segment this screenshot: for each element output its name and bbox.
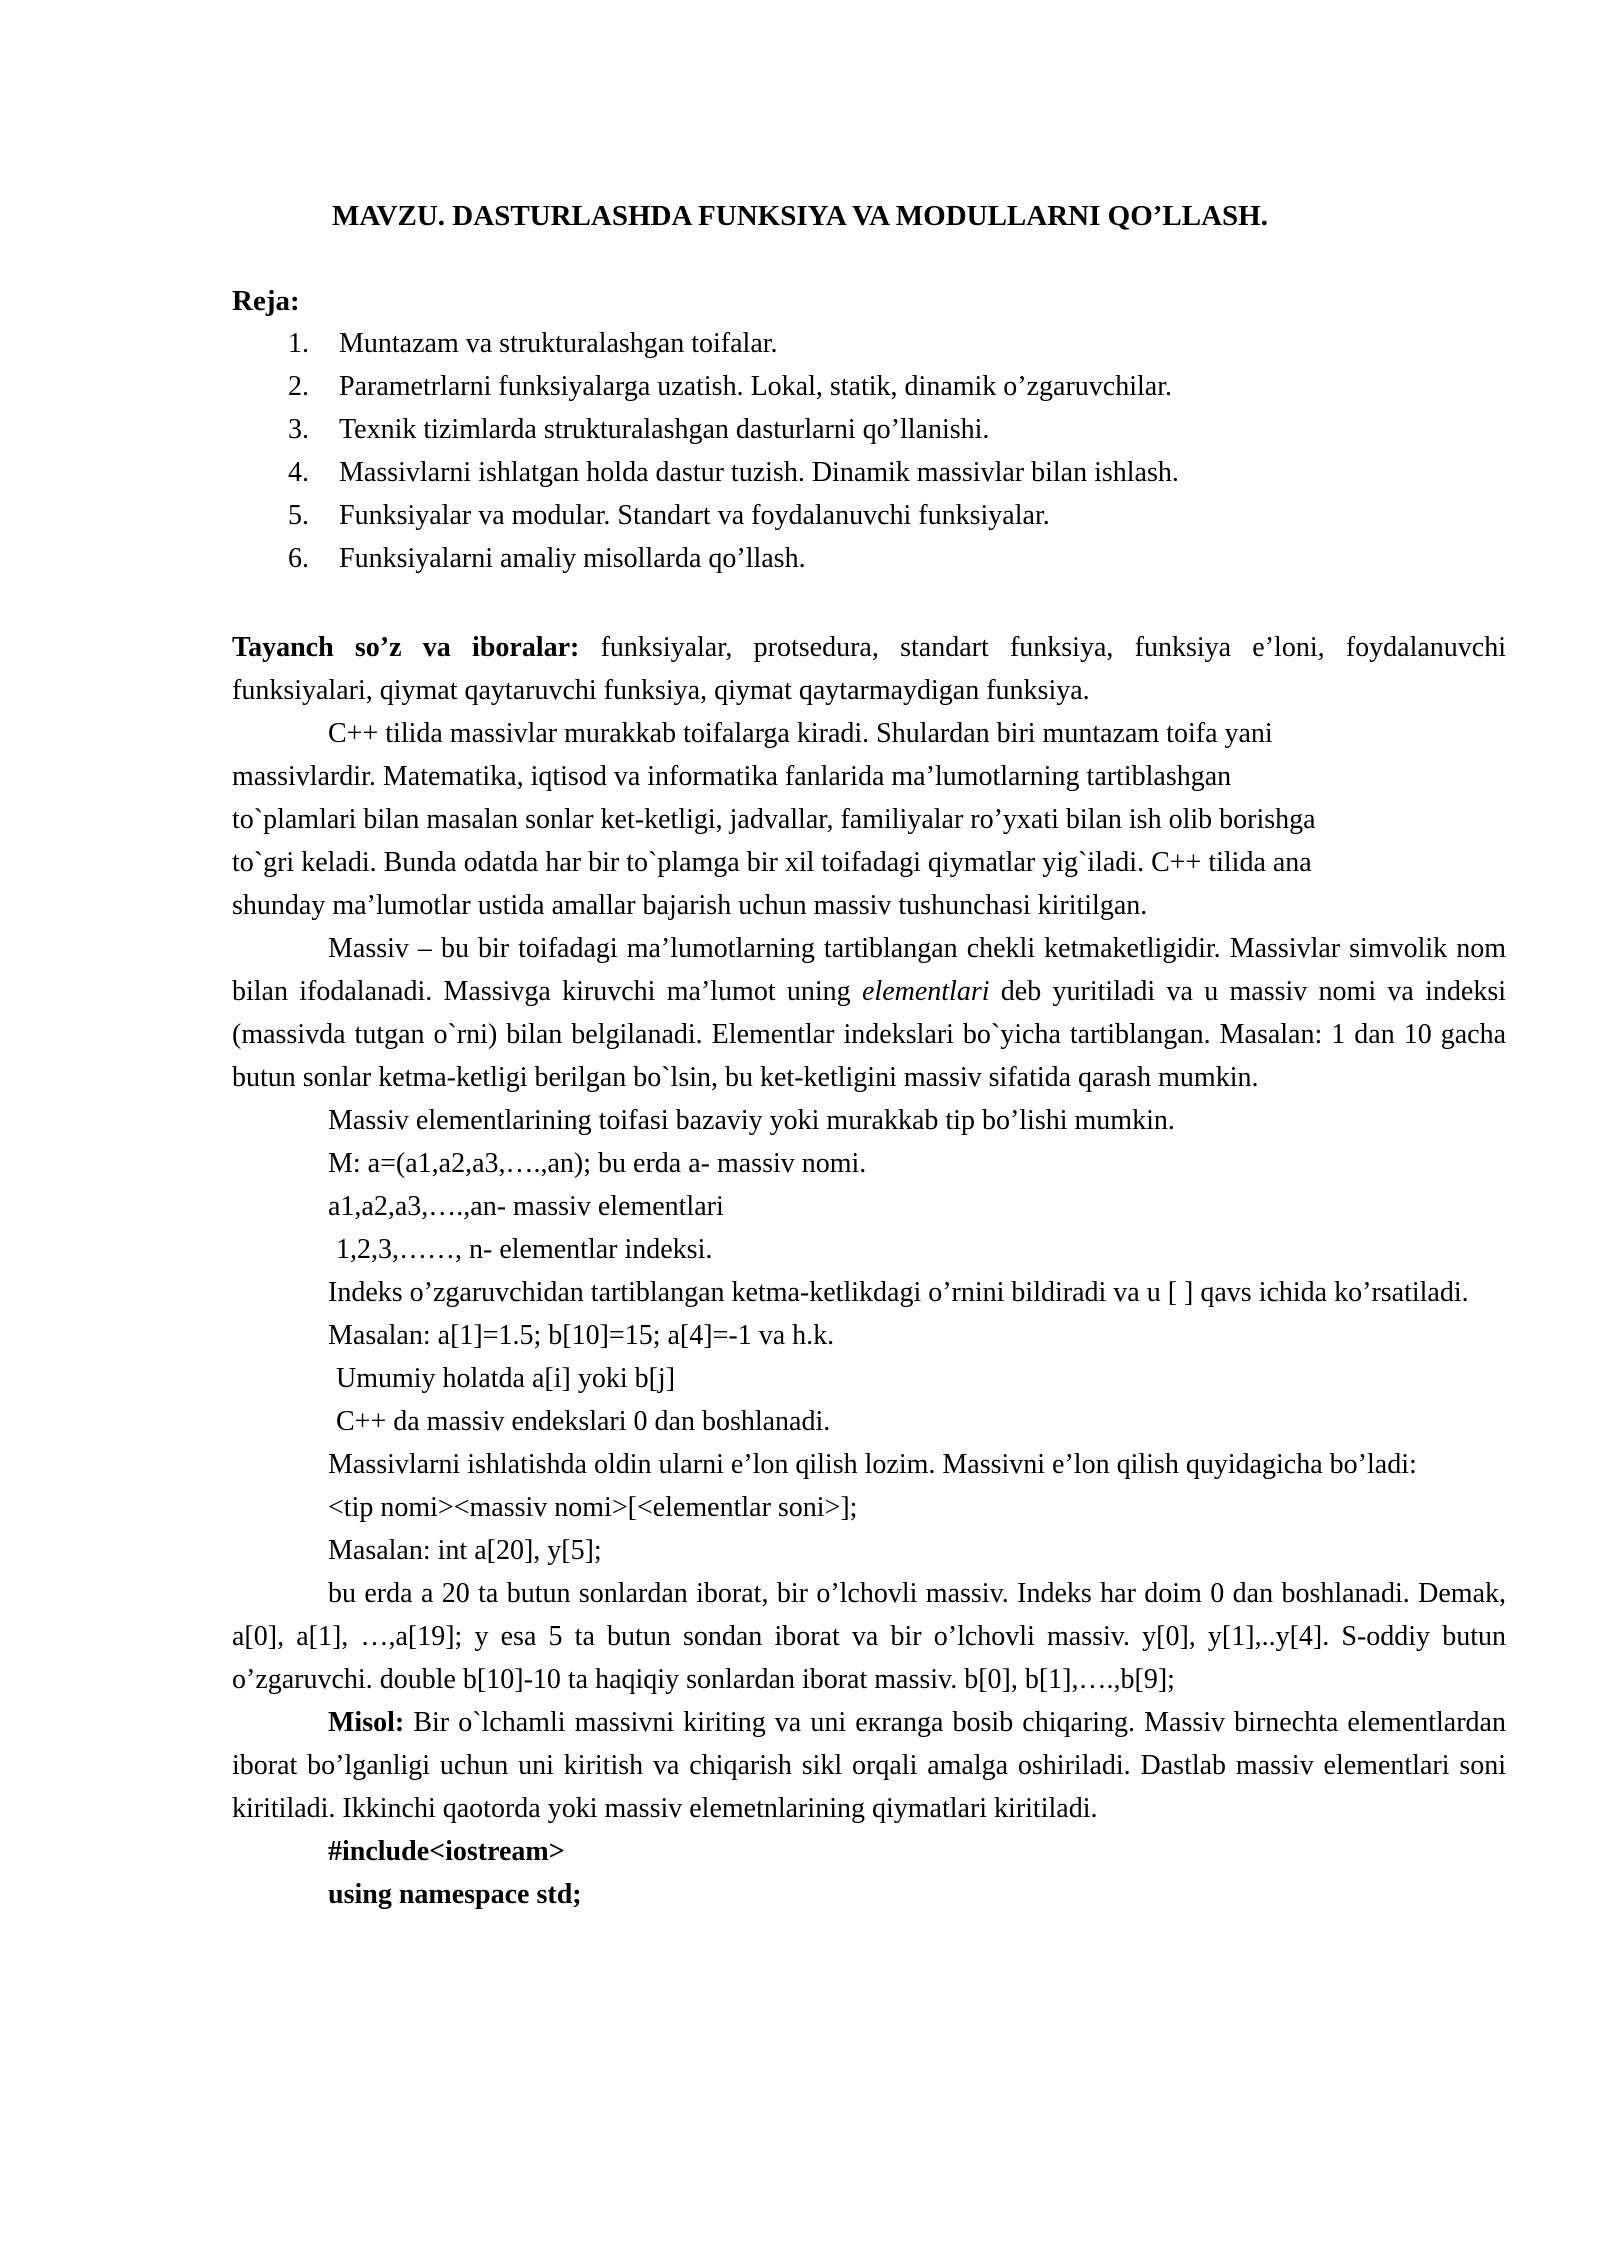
example-elements-text: a1,a2,a3,….,an- massiv elementlari [328, 1191, 724, 1222]
keywords-paragraph [232, 626, 1506, 712]
plan-item [0, 412, 1600, 455]
example-m-text: M: a=(a1,a2,a3,….,an); bu erda a- massiv nomi. [328, 1148, 867, 1179]
index-description-text: Indeks o’zgaruvchidan tartiblangan ketma-ketlikdagi o’rnini bildiradi va u [ ] qavs ichida ko’rsatiladi. [328, 1277, 1469, 1308]
plan-item-text: Muntazam va strukturalashgan toifalar. [339, 328, 778, 359]
plan-item-text: Massivlarni ishlatgan holda dastur tuzish. Dinamik massivlar bilan ishlash. [339, 457, 1179, 488]
intro-paragraph [232, 712, 1506, 927]
intro-line: C++ tilida massivlar murakkab toifalarga kiradi. Shulardan biri muntazam toifa yani [328, 718, 1273, 749]
plan-item-text: Funksiyalar va modular. Standart va foydalanuvchi funksiyalar. [339, 500, 1050, 531]
example-declaration-text: Masalan: int a[20], y[5]; [328, 1535, 602, 1566]
plan-list [0, 326, 1600, 584]
code-line-text: #include<iostream> [328, 1836, 565, 1867]
example-values-text: Masalan: a[1]=1.5; b[10]=15; a[4]=-1 va h.k. [328, 1320, 835, 1351]
plan-heading: Reja: [232, 285, 300, 317]
misol-text: Bir o`lchamli massivni kiriting va uni eкranga bosib chiqaring. Massiv birnechta elementlardan iborat bo’lganligi uchun uni kiritish va chiqarish sikl orqali amalga oshiriladi. Dastlab massiv elementlari soni kiritiladi. Ikkinchi qaotorda yoki massiv elemetnlarining qiymatlari kiritiladi. [232, 1707, 1506, 1824]
misol-paragraph [232, 1701, 1506, 1830]
cpp-index-text: C++ da massiv endekslari 0 dan boshlanadi. [336, 1406, 831, 1437]
plan-item-number: 6. [288, 543, 309, 574]
intro-line: shunday ma’lumotlar ustida amallar bajarish uchun massiv tushunchasi kiritilgan. [232, 890, 1148, 921]
intro-line: to`plamlari bilan masalan sonlar ket-ketligi, jadvallar, familiyalar ro’yxati bilan ish olib borishga [232, 804, 1316, 835]
plan-item [0, 498, 1600, 541]
plan-item-number: 5. [288, 500, 309, 531]
massiv-definition-text-end: deb yuritiladi va u massiv nomi va indeksi (massivda tutgan o`rni) bilan belgilanadi. Elementlar indekslari bo`yicha tartiblangan. Masalan: 1 dan 10 gacha butun sonlar ketma-ketligi berilgan bo`lsin, bu ket-ketligini massiv sifatida qarash mumkin. [232, 976, 1507, 1093]
syntax-text: <tip nomi><massiv nomi>[<elementlar soni>]; [328, 1492, 858, 1523]
plan-item [0, 369, 1600, 412]
code-line-text: using namespace std; [328, 1879, 582, 1910]
page-title: MAVZU. DASTURLASHDA FUNKSIYA VA MODULLARNI QO’LLASH. [332, 200, 1268, 232]
plan-item [0, 326, 1600, 369]
plan-item-number: 3. [288, 414, 309, 445]
misol-label: Misol: [328, 1707, 405, 1738]
plan-item [0, 455, 1600, 498]
massiv-definition-italic: elementlari [861, 976, 990, 1007]
keywords-text: funksiyalar, protsedura, standart funksiya, funksiya e’loni, foydalanuvchi funksiyalari, qiymat qaytaruvchi funksiya, qiymat qaytarmaydigan funksiya. [232, 632, 1507, 706]
code-line [232, 1873, 1506, 1916]
declare-intro-text: Massivlarni ishlatishda oldin ularni e’lon qilish lozim. Massivni e’lon qilish quyidagicha bo’ladi: [328, 1449, 1417, 1480]
plan-item [0, 541, 1600, 584]
plan-item-text: Parametrlarni funksiyalarga uzatish. Lokal, statik, dinamik o’zgaruvchilar. [339, 371, 1172, 402]
plan-item-number: 4. [288, 457, 309, 488]
plan-item-number: 2. [288, 371, 309, 402]
declaration-explanation-text: bu erda a 20 ta butun sonlardan iborat, bir o’lchovli massiv. Indeks har doim 0 dan boshlanadi. Demak, a[0], a[1], …,a[19]; y esa 5 ta butun sondan iborat va bir o’lchovli massiv. y[0], y[1],..y[4]. S-oddiy butun o’zgaruvchi. double b[10]-10 ta haqiqiy sonlardan iborat massiv. b[0], b[1],….,b[9]; [232, 1578, 1506, 1695]
general-case-text: Umumiy holatda a[i] yoki b[j] [336, 1363, 676, 1394]
massiv-definition-text: Massiv – bu bir toifadagi ma’lumotlarning tartiblangan chekli ketmaketligidir. Massivlar simvolik nom bilan ifodalanadi. Massivga kiruvchi ma’lumot uning [232, 933, 1506, 1007]
keywords-label: Tayanch so’z va iboralar: [232, 632, 580, 663]
intro-line: massivlardir. Matematika, iqtisod va informatika fanlarida ma’lumotlarning tartiblashgan [232, 761, 1232, 792]
document-body [232, 626, 1506, 1916]
intro-line: to`gri keladi. Bunda odatda har bir to`plamga bir xil toifadagi qiymatlar yig`iladi. C++ tilida ana [232, 847, 1312, 878]
plan-item-text: Funksiyalarni amaliy misollarda qo’llash. [339, 543, 806, 574]
code-line [232, 1830, 1506, 1873]
plan-item-text: Texnik tizimlarda strukturalashgan dasturlarni qo’llanishi. [339, 414, 990, 445]
massiv-definition-paragraph [232, 927, 1506, 1099]
plan-item-number: 1. [288, 328, 309, 359]
example-indexes-text: 1,2,3,……, n- elementlar indeksi. [336, 1234, 713, 1265]
element-type-text: Massiv elementlarining toifasi bazaviy yoki murakkab tip bo’lishi mumkin. [328, 1105, 1175, 1136]
